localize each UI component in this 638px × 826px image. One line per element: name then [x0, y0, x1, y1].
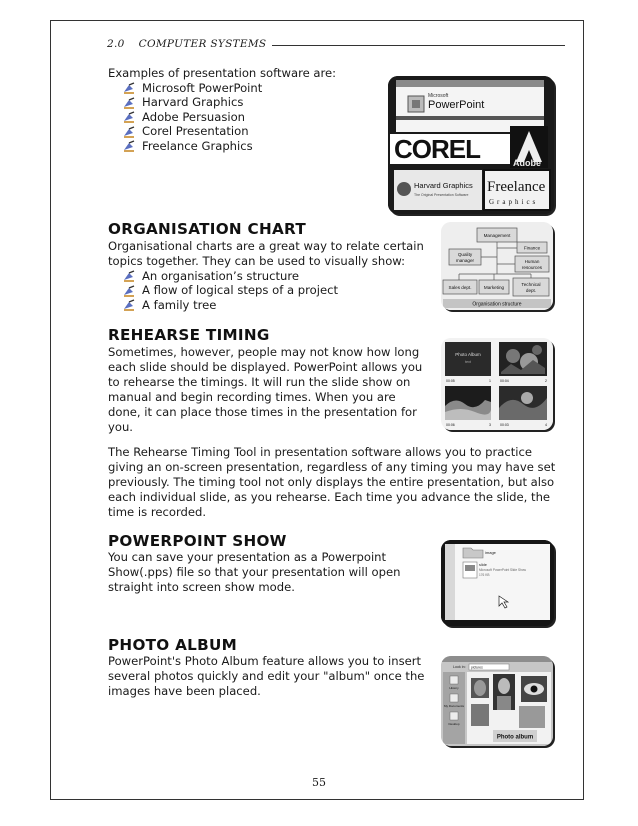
list-item: A flow of logical steps of a project: [108, 284, 424, 299]
file-size: 176 KB: [479, 573, 490, 577]
slide1-sub: text: [465, 360, 471, 364]
file-type: Microsoft PowerPoint Slide Show: [479, 568, 526, 572]
slide-count-3: 3: [489, 423, 491, 427]
file-name: slide: [479, 563, 487, 567]
harvard-tagline: The Original Presentation Software: [414, 193, 469, 197]
pps-file-figure: [441, 540, 554, 626]
places-history: History: [449, 686, 459, 690]
look-in-folder: pictures: [471, 665, 483, 670]
timing-label-1: 00:05: [446, 379, 455, 383]
timing-label-4: 00:03: [500, 423, 509, 427]
org-node-technical-2: dept.: [525, 288, 537, 293]
places-documents: My Documents: [443, 704, 465, 708]
album-heading: PHOTO ALBUM: [108, 636, 238, 654]
places-desktop: Desktop: [448, 722, 460, 726]
look-in-label: Look in:: [453, 665, 466, 669]
bullet-pin-icon: [122, 111, 136, 123]
album-body: PowerPoint's Photo Album feature allows you to insert several photos quickly and edit your "album" once the images have been placed.: [108, 654, 425, 698]
bullet-pin-icon: [122, 270, 136, 282]
rehearse-timing-figure: [441, 338, 553, 430]
timing-label-2: 00:04: [500, 379, 509, 383]
freelance-sub-text: Graphics: [489, 198, 539, 206]
section-number: 2.0: [107, 38, 125, 50]
page-number: 55: [312, 776, 326, 789]
harvard-logo-text: Harvard Graphics: [414, 181, 473, 190]
software-logos-figure: [388, 76, 554, 214]
list-item: Microsoft PowerPoint: [108, 81, 336, 96]
adobe-logo-text: Adobe: [513, 158, 541, 168]
list-item: Adobe Persuasion: [108, 110, 336, 125]
bullet-pin-icon: [122, 299, 136, 311]
show-heading: POWERPOINT SHOW: [108, 532, 287, 550]
list-item: Corel Presentation: [108, 125, 336, 140]
bullet-pin-icon: [122, 140, 136, 152]
org-chart-caption: Organisation structure: [472, 301, 522, 308]
slide-count-1: 1: [489, 379, 491, 383]
running-header: [107, 36, 565, 52]
logos-collage: [388, 76, 554, 214]
freelance-logo-text: Freelance: [487, 179, 546, 195]
org-node-marketing: Marketing: [483, 285, 505, 290]
org-node-finance: Finance: [523, 245, 541, 251]
rehearse-para1: Sometimes, however, people may not know how long each slide should be displayed. PowerPoint allows you to rehearse the timings. It will run the slide show on manual and begin recording times. When you are done, it can place those times in the presentation for you.: [108, 345, 423, 434]
org-chart-body: Organisational charts are a great way to relate certain topics together. They can be used to visually show: An organisation’s structure A flow of logical steps of a project A family tree: [108, 239, 424, 312]
org-node-sales: Sales dept.: [448, 285, 472, 290]
list-item: Harvard Graphics: [108, 96, 336, 111]
software-list: [108, 81, 336, 154]
bullet-pin-icon: [122, 97, 136, 109]
insert-picture-dialog: [441, 656, 553, 746]
bullet-pin-icon: [122, 285, 136, 297]
org-chart-list: [108, 269, 424, 313]
header-rule: [272, 45, 565, 46]
slide-count-4: 4: [545, 423, 547, 427]
explorer-window: [441, 540, 554, 626]
intro-section: [108, 66, 336, 154]
org-node-quality-1: Quality: [457, 252, 473, 257]
org-node-management: Management: [483, 233, 511, 238]
section-title: COMPUTER SYSTEMS: [138, 38, 267, 50]
show-body: You can save your presentation as a Powerpoint Show(.pps) file so that your presentation will open straight into screen show mode.: [108, 550, 401, 594]
folder-label: image: [485, 550, 496, 555]
powerpoint-logo-text: PowerPoint: [428, 99, 485, 111]
org-chart-heading: ORGANISATION CHART: [108, 220, 307, 238]
microsoft-logo-text: Microsoft: [428, 93, 449, 99]
bullet-pin-icon: [122, 126, 136, 138]
org-node-quality-2: manager: [455, 258, 475, 263]
org-node-human-2: resources: [521, 265, 543, 270]
intro-lead: Examples of presentation software are:: [108, 66, 337, 80]
list-item: Freelance Graphics: [108, 139, 336, 154]
rehearse-heading: REHEARSE TIMING: [108, 326, 270, 344]
bullet-pin-icon: [122, 82, 136, 94]
org-chart-figure: [441, 222, 553, 310]
org-node-technical-1: Technical: [521, 282, 541, 287]
slide-count-2: 2: [545, 379, 547, 383]
timing-label-3: 00:06: [446, 423, 455, 427]
org-node-human-1: Human: [524, 259, 540, 264]
org-chart-diagram: [441, 222, 553, 310]
photo-album-caption: Photo album: [496, 734, 534, 741]
slide-sorter-view: [441, 338, 553, 430]
list-item: An organisation’s structure: [108, 269, 424, 284]
corel-logo-text: COREL: [394, 134, 480, 164]
list-item: A family tree: [108, 298, 424, 313]
photo-album-figure: [441, 656, 553, 746]
rehearse-para2: The Rehearse Timing Tool in presentation software allows you to practice giving an on-screen presentation, regardless of any timing you may have set previously. The timing tool not only displays the entire presentation, but also each individual slide, as you rehearse. Each time you advance the slide, the time is recorded.: [108, 445, 556, 519]
slide1-title: Photo Album: [455, 352, 481, 357]
